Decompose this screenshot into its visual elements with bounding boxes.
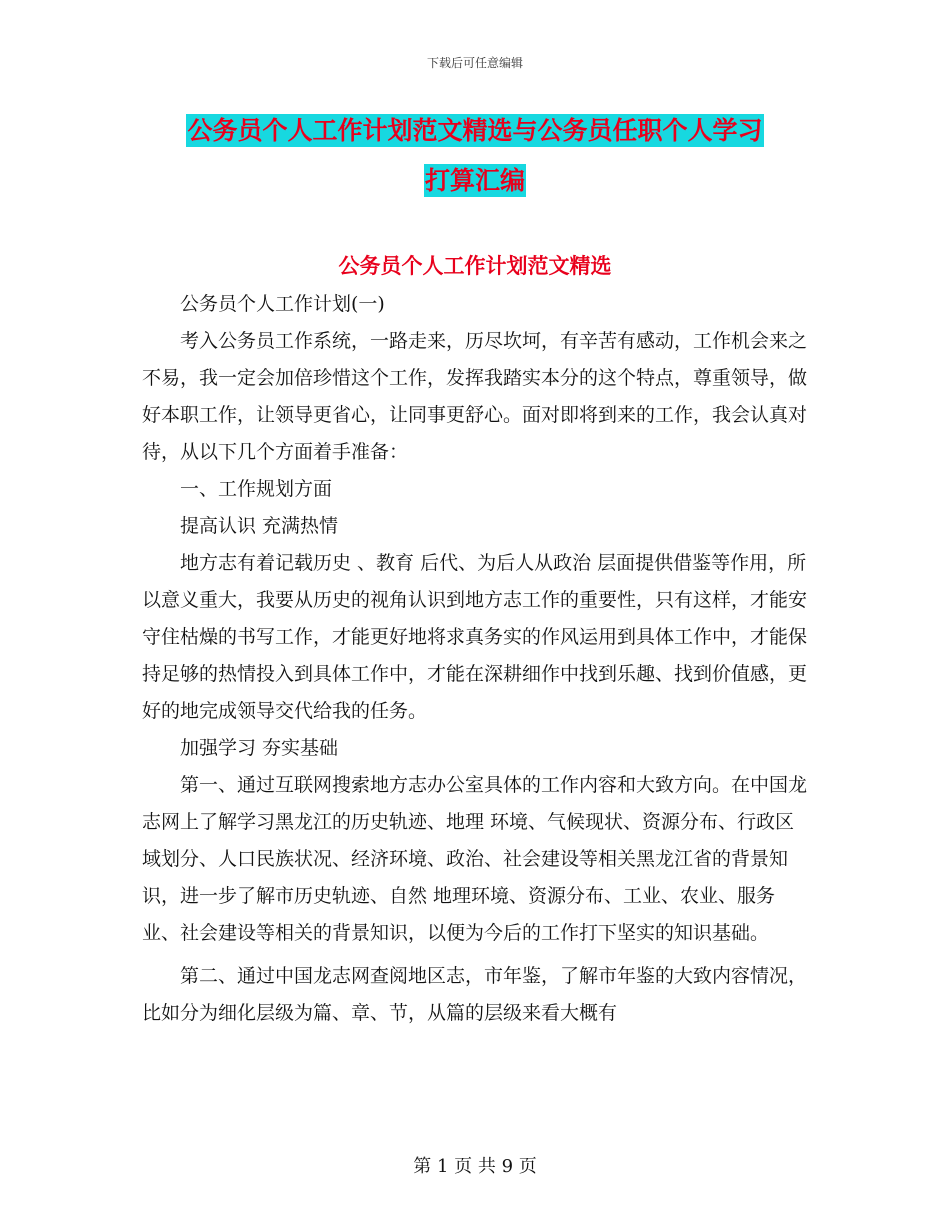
paragraph: 第二、通过中国龙志网查阅地区志，市年鉴，了解市年鉴的大致内容情况，比如分为细化层级为篇、章、节，从篇的层级来看大概有 [142,965,808,1024]
paragraph: 考入公务员工作系统，一路走来，历尽坎坷，有辛苦有感动，工作机会来之不易，我一定会加倍珍惜这个工作，发挥我踏实本分的这个特点，尊重领导，做好本职工作，让领导更省心，让同事更舒心。面对即将到来的工作，我会认真对待，从以下几个方面着手准备： [142,330,808,463]
paragraph: 第一、通过互联网搜索地方志办公室具体的工作内容和大致方向。在中国龙志网上了解学习黑龙江的历史轨迹、地理 环境、气候现状、资源分布、行政区域划分、人口民族状况、经济环境、政治、社会建设等相关黑龙江省的背景知识，进一步了解市历史轨迹、自然 地理环境、资源分布、工业、农业、服务业、社会建设等相关的背景知识，以便为今后的工作打下坚实的知识基础。 [142,774,808,944]
document-title [140,106,810,206]
paragraph: 一、工作规划方面 [180,478,333,500]
paragraph: 地方志有着记载历史 、教育 后代、为后人从政治 层面提供借鉴等作用，所以意义重大，我要从历史的视角认识到地方志工作的重要性，只有这样，才能安守住枯燥的书写工作，才能更好地将求真务实的作风运用到具体工作中，才能保持足够的热情投入到具体工作中，才能在深耕细作中找到乐趣、找到价值感，更好的地完成领导交代给我的任务。 [142,552,808,722]
section-title: 公务员个人工作计划范文精选 [338,254,612,278]
paragraph: 加强学习 夯实基础 [180,737,339,759]
document-body [142,286,810,1032]
page-number: 第 1 页 共 9 页 [413,1156,537,1177]
document-title-line-2: 打算汇编 [424,166,525,195]
paragraph: 提高认识 充满热情 [180,515,339,537]
header-note: 下载后可任意编辑 [426,56,523,70]
document-title-line-1: 公务员个人工作计划范文精选与公务员任职个人学习 [187,116,763,145]
paragraph: 公务员个人工作计划(一) [180,293,385,315]
